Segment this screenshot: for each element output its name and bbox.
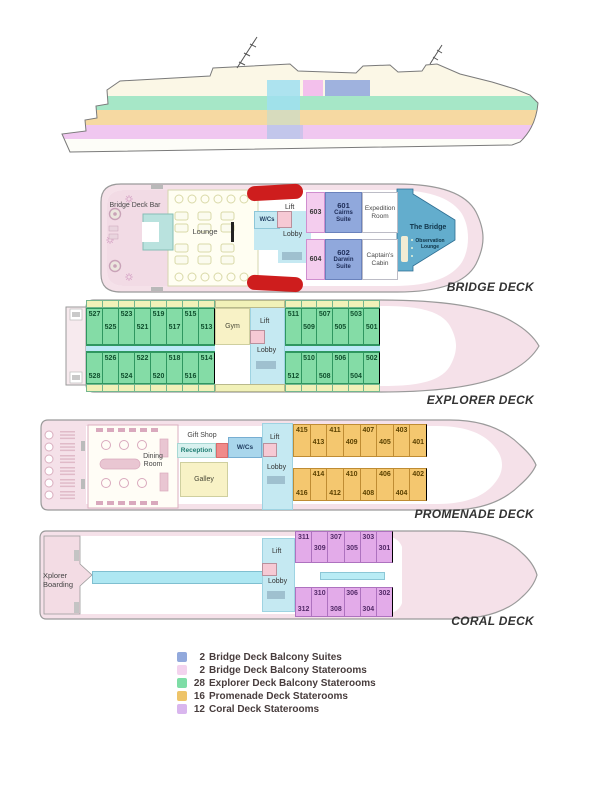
stateroom-528 bbox=[86, 352, 102, 384]
reception bbox=[177, 443, 216, 458]
suite-number: 602 bbox=[337, 248, 350, 258]
stateroom-number: 528 bbox=[88, 373, 101, 381]
stateroom-505 bbox=[332, 308, 348, 345]
stateroom-515 bbox=[182, 300, 198, 308]
stateroom-517 bbox=[166, 308, 182, 345]
explorer-lift bbox=[250, 330, 265, 344]
stateroom-number: 604 bbox=[309, 256, 322, 263]
coral-rooms-top bbox=[295, 531, 393, 563]
stateroom-308 bbox=[327, 587, 343, 617]
captains-cabin-label: Captain's Cabin bbox=[366, 252, 394, 267]
stateroom-524 bbox=[118, 352, 134, 384]
stateroom-number: 501 bbox=[365, 324, 378, 332]
stateroom-number: 516 bbox=[184, 373, 197, 381]
stateroom-number: 509 bbox=[303, 324, 315, 332]
stateroom-506 bbox=[332, 384, 348, 392]
stateroom-number: 306 bbox=[346, 589, 358, 597]
stateroom-520 bbox=[150, 384, 166, 392]
stateroom-512 bbox=[285, 384, 301, 392]
coral-corridor bbox=[92, 571, 263, 584]
stateroom-304 bbox=[360, 587, 376, 617]
explorer-corridor bbox=[285, 345, 380, 352]
bridge-deck-bar-label: Bridge Deck Bar bbox=[109, 202, 161, 209]
stateroom-507 bbox=[316, 308, 332, 345]
stateroom-number: 307 bbox=[330, 534, 342, 542]
stateroom-518 bbox=[166, 384, 182, 392]
stateroom-528 bbox=[86, 384, 102, 392]
promenade-lobby-label: Lobby bbox=[267, 464, 287, 471]
stateroom-406 bbox=[376, 468, 393, 501]
stateroom-516 bbox=[182, 384, 198, 392]
lobby-desk bbox=[267, 476, 285, 484]
stateroom-number: 412 bbox=[329, 490, 341, 498]
legend bbox=[177, 652, 376, 717]
stateroom-number: 413 bbox=[312, 438, 325, 446]
legend-swatch-promenade-staterooms bbox=[177, 691, 187, 701]
lobby-desk bbox=[256, 361, 276, 369]
stateroom-number: 310 bbox=[313, 589, 326, 597]
lobby-desk bbox=[282, 252, 302, 260]
stateroom-523 bbox=[118, 308, 134, 345]
stateroom-407 bbox=[360, 424, 377, 457]
stateroom-number: 511 bbox=[287, 311, 299, 319]
stateroom-number: 518 bbox=[168, 355, 181, 363]
stateroom-number: 526 bbox=[104, 355, 117, 363]
legend-item-coral-staterooms bbox=[177, 704, 376, 714]
stateroom-number: 520 bbox=[152, 373, 165, 381]
stateroom-508 bbox=[316, 352, 332, 384]
stateroom-number: 305 bbox=[346, 545, 358, 553]
stateroom-506 bbox=[332, 352, 348, 384]
stateroom-409 bbox=[343, 424, 360, 457]
stateroom-521 bbox=[134, 300, 150, 308]
dining-room-label: Dining Room bbox=[143, 453, 163, 469]
explorer-corridor bbox=[86, 345, 215, 352]
stateroom-507 bbox=[316, 300, 332, 308]
explorer-rooms-bottom-left bbox=[86, 352, 215, 384]
stateroom-303 bbox=[360, 531, 376, 563]
stateroom-number: 405 bbox=[379, 438, 391, 446]
stateroom-527 bbox=[86, 300, 102, 308]
wcs-label: W/Cs bbox=[259, 217, 275, 223]
explorer-rooms-top-right bbox=[285, 308, 380, 345]
stateroom-310 bbox=[311, 587, 327, 617]
explorer-balcony-strip bbox=[86, 384, 215, 392]
explorer-rooms-top-left bbox=[86, 308, 215, 345]
stateroom-number: 302 bbox=[378, 589, 391, 597]
stateroom-number: 527 bbox=[88, 311, 101, 319]
stateroom-number: 415 bbox=[295, 427, 308, 435]
stateroom-number: 414 bbox=[312, 471, 325, 479]
stateroom-number: 408 bbox=[362, 490, 375, 498]
stateroom-516 bbox=[182, 352, 198, 384]
suite-601 bbox=[325, 192, 362, 233]
legend-swatch-coral-staterooms bbox=[177, 704, 187, 714]
ship-profile-drawing bbox=[60, 32, 540, 157]
legend-swatch-explorer-staterooms bbox=[177, 678, 187, 688]
expedition-room-label: Expedition Room bbox=[364, 205, 396, 220]
bridge-deck-label: BRIDGE DECK bbox=[446, 280, 534, 294]
legend-text: Promenade Deck Staterooms bbox=[209, 690, 348, 702]
stateroom-512 bbox=[285, 352, 301, 384]
legend-text: Explorer Deck Balcony Staterooms bbox=[209, 677, 376, 689]
stateroom-number: 524 bbox=[120, 373, 133, 381]
stateroom-number: 514 bbox=[200, 355, 213, 363]
coral-window-bar bbox=[320, 572, 385, 580]
stateroom-522 bbox=[134, 352, 150, 384]
lounge-area bbox=[168, 190, 258, 286]
profile-lift-column-highlight bbox=[267, 80, 300, 110]
stateroom-number: 513 bbox=[200, 324, 213, 332]
stateroom-number: 411 bbox=[329, 427, 341, 435]
stateroom-number: 303 bbox=[362, 534, 375, 542]
explorer-lobby-label: Lobby bbox=[257, 347, 277, 354]
stateroom-412 bbox=[326, 468, 343, 501]
stateroom-number: 301 bbox=[378, 545, 391, 553]
stateroom-number: 401 bbox=[412, 438, 425, 446]
suite-name: Darwin Suite bbox=[333, 257, 354, 270]
coral-lift-label: Lift bbox=[272, 548, 282, 555]
stateroom-number: 519 bbox=[152, 311, 165, 319]
stateroom-number: 522 bbox=[136, 355, 149, 363]
suite-number: 601 bbox=[337, 201, 350, 211]
stateroom-309 bbox=[311, 531, 327, 563]
xplorer-boarding-label: Xplorer Boarding bbox=[43, 571, 74, 589]
stateroom-number: 502 bbox=[365, 355, 378, 363]
stateroom-number: 402 bbox=[412, 471, 425, 479]
promenade-lift bbox=[263, 443, 277, 457]
stateroom-number: 515 bbox=[184, 311, 197, 319]
stateroom-number: 505 bbox=[334, 324, 347, 332]
stateroom-number: 403 bbox=[395, 427, 408, 435]
stateroom-505 bbox=[332, 300, 348, 308]
bridge-lift-label: Lift bbox=[285, 204, 295, 211]
stateroom-number: 409 bbox=[345, 438, 358, 446]
promenade-rooms-bottom bbox=[293, 468, 427, 501]
explorer-balcony-strip bbox=[285, 384, 380, 392]
stateroom-number: 508 bbox=[318, 373, 331, 381]
stateroom-503 bbox=[348, 308, 364, 345]
stateroom-510 bbox=[301, 384, 317, 392]
coral-deck bbox=[32, 528, 550, 628]
stateroom-604 bbox=[306, 239, 325, 280]
stateroom-number: 309 bbox=[313, 545, 326, 553]
the-bridge-label: The Bridge bbox=[409, 224, 447, 231]
stateroom-number: 525 bbox=[104, 324, 117, 332]
stateroom-408 bbox=[360, 468, 377, 501]
stateroom-410 bbox=[343, 468, 360, 501]
legend-swatch-bridge-suites bbox=[177, 652, 187, 662]
stateroom-502 bbox=[363, 384, 380, 392]
stateroom-number: 517 bbox=[168, 324, 181, 332]
gym-label: Gym bbox=[225, 323, 240, 330]
stateroom-number: 308 bbox=[330, 606, 342, 614]
stateroom-307 bbox=[327, 531, 343, 563]
stateroom-514 bbox=[198, 384, 215, 392]
stateroom-number: 312 bbox=[297, 606, 310, 614]
legend-swatch-bridge-staterooms bbox=[177, 665, 187, 675]
legend-count: 12 bbox=[193, 703, 205, 715]
coral-rooms-bottom bbox=[295, 587, 393, 617]
legend-count: 28 bbox=[193, 677, 205, 689]
profile-masts bbox=[237, 37, 442, 68]
stateroom-number: 506 bbox=[334, 355, 347, 363]
stateroom-number: 510 bbox=[303, 355, 315, 363]
bridge-lift bbox=[277, 211, 292, 228]
coral-deck-label: CORAL DECK bbox=[451, 614, 534, 628]
stateroom-510 bbox=[301, 352, 317, 384]
wcs-label: W/Cs bbox=[236, 444, 254, 451]
explorer-deck bbox=[60, 295, 550, 407]
stateroom-504 bbox=[348, 352, 364, 384]
stateroom-509 bbox=[301, 308, 317, 345]
piano-decor bbox=[231, 222, 234, 242]
stateroom-519 bbox=[150, 308, 166, 345]
stateroom-405 bbox=[376, 424, 393, 457]
stateroom-522 bbox=[134, 384, 150, 392]
stateroom-509 bbox=[301, 300, 317, 308]
lounge-label: Lounge bbox=[192, 227, 218, 236]
stateroom-524 bbox=[118, 384, 134, 392]
promenade-rooms-top bbox=[293, 424, 427, 457]
stateroom-521 bbox=[134, 308, 150, 345]
stateroom-517 bbox=[166, 300, 182, 308]
galley-label: Galley bbox=[194, 476, 214, 483]
legend-item-bridge-staterooms bbox=[177, 665, 376, 675]
balcony-strip-plain bbox=[215, 384, 285, 392]
legend-count: 2 bbox=[199, 651, 205, 663]
suite-name: Cairns Suite bbox=[334, 210, 353, 223]
gift-shop-label: Gift Shop bbox=[187, 432, 217, 439]
profile-stateroom-highlight bbox=[303, 80, 323, 96]
stateroom-515 bbox=[182, 308, 198, 345]
ship-side-profile bbox=[60, 32, 540, 157]
stateroom-311 bbox=[295, 531, 311, 563]
observation-lounge-label: Observation Lounge bbox=[415, 238, 445, 250]
suite-602 bbox=[325, 239, 362, 280]
stateroom-525 bbox=[102, 300, 118, 308]
stateroom-508 bbox=[316, 384, 332, 392]
stateroom-306 bbox=[344, 587, 360, 617]
stateroom-number: 416 bbox=[295, 490, 308, 498]
stateroom-520 bbox=[150, 352, 166, 384]
legend-text: Bridge Deck Balcony Staterooms bbox=[209, 664, 367, 676]
legend-count: 2 bbox=[199, 664, 205, 676]
stateroom-number: 503 bbox=[350, 311, 362, 319]
coral-lift bbox=[262, 563, 277, 576]
stateroom-411 bbox=[326, 424, 343, 457]
bridge-deck bbox=[95, 182, 550, 294]
legend-item-promenade-staterooms bbox=[177, 691, 376, 701]
reception-label: Reception bbox=[180, 447, 213, 454]
promenade-deck-label: PROMENADE DECK bbox=[414, 507, 534, 521]
stateroom-527 bbox=[86, 308, 102, 345]
stateroom-511 bbox=[285, 300, 301, 308]
lobby-desk bbox=[267, 591, 285, 599]
stateroom-number: 304 bbox=[362, 606, 375, 614]
legend-text: Bridge Deck Balcony Suites bbox=[209, 651, 342, 663]
stateroom-403 bbox=[393, 424, 410, 457]
explorer-balcony-strip bbox=[285, 300, 380, 308]
bridge-lobby-label: Lobby bbox=[283, 231, 303, 238]
stateroom-number: 410 bbox=[345, 471, 358, 479]
stateroom-number: 407 bbox=[362, 427, 375, 435]
legend-count: 16 bbox=[193, 690, 205, 702]
reception-desk bbox=[216, 443, 228, 458]
stern-platform bbox=[66, 307, 86, 385]
expedition-room bbox=[362, 192, 398, 233]
stateroom-513 bbox=[198, 308, 215, 345]
stateroom-number: 521 bbox=[136, 324, 149, 332]
stateroom-number: 311 bbox=[297, 534, 310, 542]
stateroom-number: 507 bbox=[318, 311, 331, 319]
stateroom-number: 512 bbox=[287, 373, 300, 381]
explorer-balcony-strip bbox=[86, 300, 215, 308]
galley bbox=[180, 462, 228, 497]
stateroom-401 bbox=[409, 424, 427, 457]
coral-lobby-label: Lobby bbox=[268, 578, 288, 585]
promenade-deck bbox=[32, 415, 550, 521]
stateroom-402 bbox=[409, 468, 427, 501]
stateroom-number: 406 bbox=[379, 471, 391, 479]
stateroom-404 bbox=[393, 468, 410, 501]
stateroom-305 bbox=[344, 531, 360, 563]
bar-counter bbox=[142, 214, 173, 250]
explorer-deck-label: EXPLORER DECK bbox=[426, 393, 534, 407]
explorer-lift-label: Lift bbox=[260, 318, 270, 325]
stateroom-number: 504 bbox=[350, 373, 362, 381]
stateroom-504 bbox=[348, 384, 364, 392]
legend-item-bridge-suites bbox=[177, 652, 376, 662]
stateroom-603 bbox=[306, 192, 325, 233]
stateroom-302 bbox=[376, 587, 393, 617]
stateroom-519 bbox=[150, 300, 166, 308]
stateroom-502 bbox=[363, 352, 380, 384]
stateroom-501 bbox=[363, 300, 380, 308]
stateroom-503 bbox=[348, 300, 364, 308]
profile-suite-highlight bbox=[325, 80, 370, 96]
explorer-rooms-bottom-right bbox=[285, 352, 380, 384]
gym bbox=[215, 308, 250, 345]
promenade-wcs bbox=[228, 437, 262, 458]
stateroom-511 bbox=[285, 308, 301, 345]
stateroom-518 bbox=[166, 352, 182, 384]
stateroom-415 bbox=[293, 424, 310, 457]
captains-cabin bbox=[362, 239, 398, 280]
stateroom-312 bbox=[295, 587, 311, 617]
stateroom-514 bbox=[198, 352, 215, 384]
stateroom-416 bbox=[293, 468, 310, 501]
balcony-strip-plain bbox=[215, 300, 285, 308]
legend-item-explorer-staterooms bbox=[177, 678, 376, 688]
promenade-lift-label: Lift bbox=[270, 434, 280, 441]
stateroom-number: 404 bbox=[395, 490, 408, 498]
stateroom-number: 603 bbox=[309, 209, 322, 216]
stateroom-523 bbox=[118, 300, 134, 308]
stateroom-513 bbox=[198, 300, 215, 308]
legend-text: Coral Deck Staterooms bbox=[209, 703, 320, 715]
stateroom-525 bbox=[102, 308, 118, 345]
stateroom-501 bbox=[363, 308, 380, 345]
stateroom-301 bbox=[376, 531, 393, 563]
observation-bench bbox=[401, 236, 408, 262]
stateroom-526 bbox=[102, 352, 118, 384]
profile-deck-bands bbox=[60, 32, 540, 157]
stateroom-414 bbox=[310, 468, 327, 501]
stateroom-526 bbox=[102, 384, 118, 392]
stateroom-413 bbox=[310, 424, 327, 457]
stateroom-number: 523 bbox=[120, 311, 133, 319]
